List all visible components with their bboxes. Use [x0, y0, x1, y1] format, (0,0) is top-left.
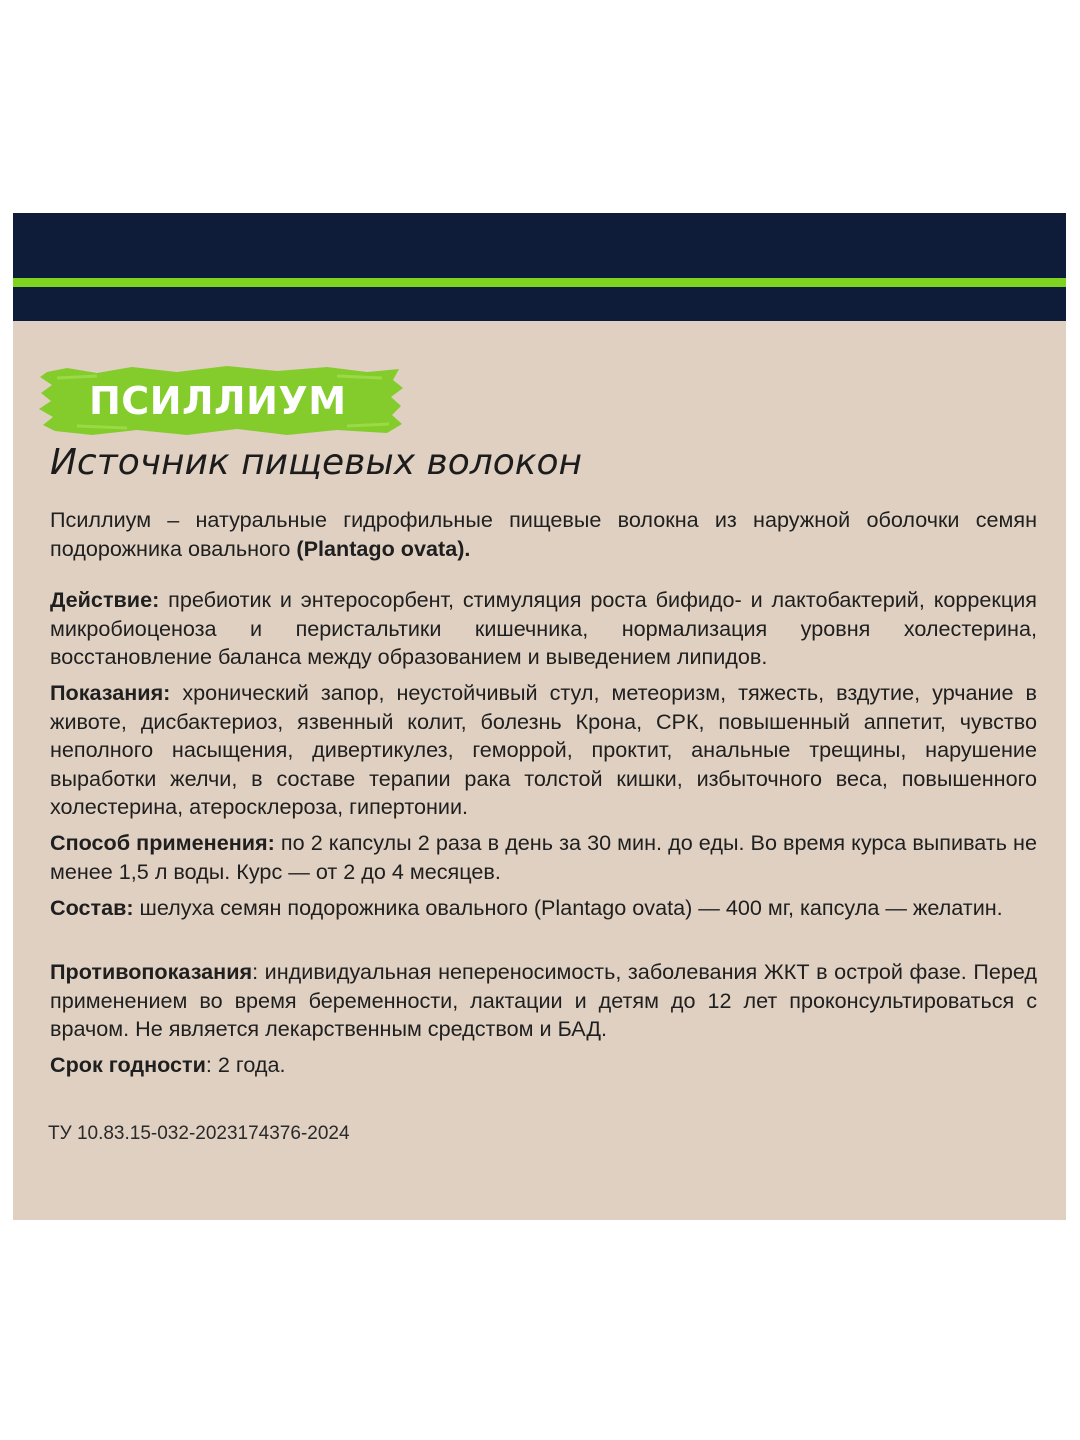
- subtitle: Источник пищевых волокон: [50, 442, 583, 483]
- section-text: по 2 капсулы 2 раза в день за 30 мин. до еды. Во время курса выпивать не менее 1,5 л воды. Курс — от 2 до 4 месяцев.: [50, 830, 1037, 884]
- section-label: Состав:: [50, 895, 134, 920]
- section-usage: [50, 829, 1037, 886]
- section-shelf-life: [50, 1051, 1037, 1080]
- section-label: Способ применения:: [50, 830, 275, 855]
- section-composition: [50, 894, 1037, 923]
- header-green-stripe: [13, 278, 1066, 287]
- section-label: Показания:: [50, 680, 171, 705]
- intro-text: Псиллиум – натуральные гидрофильные пищевые волокна из наружной оболочки семян подорожника овального: [50, 507, 1037, 561]
- product-info-panel: [13, 213, 1066, 1220]
- section-indications: [50, 679, 1037, 822]
- section-text: : индивидуальная непереносимость, заболевания ЖКТ в острой фазе. Перед применением во время беременности, лактации и детям до 12 лет проконсультироваться с врачом. Не является лекарственным средством и БАД.: [50, 959, 1037, 1042]
- section-label: Противопоказания: [50, 959, 253, 984]
- header-band: [13, 213, 1066, 321]
- section-text: : 2 года.: [205, 1052, 286, 1077]
- section-action: [50, 586, 1037, 672]
- section-label: Действие:: [50, 587, 160, 612]
- intro-latin-name: (Plantago ovata).: [296, 535, 471, 561]
- title-badge: [37, 364, 407, 438]
- section-text: шелуха семян подорожника овального (Plantago ovata) — 400 мг, капсула — желатин.: [133, 895, 1003, 920]
- intro-paragraph: [50, 506, 1037, 563]
- product-title: ПСИЛЛИУМ: [89, 379, 347, 423]
- section-contraindications: [50, 958, 1037, 1044]
- section-label: Срок годности: [50, 1052, 206, 1077]
- section-text: пребиотик и энтеросорбент, стимуляция роста бифидо- и лактобактерий, коррекция микробиоценоза и перистальтики кишечника, нормализация уровня холестерина, восстановление баланса между образованием и выведением липидов.: [50, 587, 1037, 670]
- tu-code: ТУ 10.83.15-032-2023174376-2024: [48, 1123, 350, 1144]
- section-text: хронический запор, неустойчивый стул, метеоризм, тяжесть, вздутие, урчание в животе, дисбактериоз, язвенный колит, болезнь Крона, СРК, повышенный аппетит, чувство неполного насыщения, дивертикулез, геморрой, проктит, анальные трещины, нарушение выработки желчи, в составе терапии рака толстой кишки, избыточного веса, повышенного холестерина, атеросклероза, гипертонии.: [50, 680, 1037, 820]
